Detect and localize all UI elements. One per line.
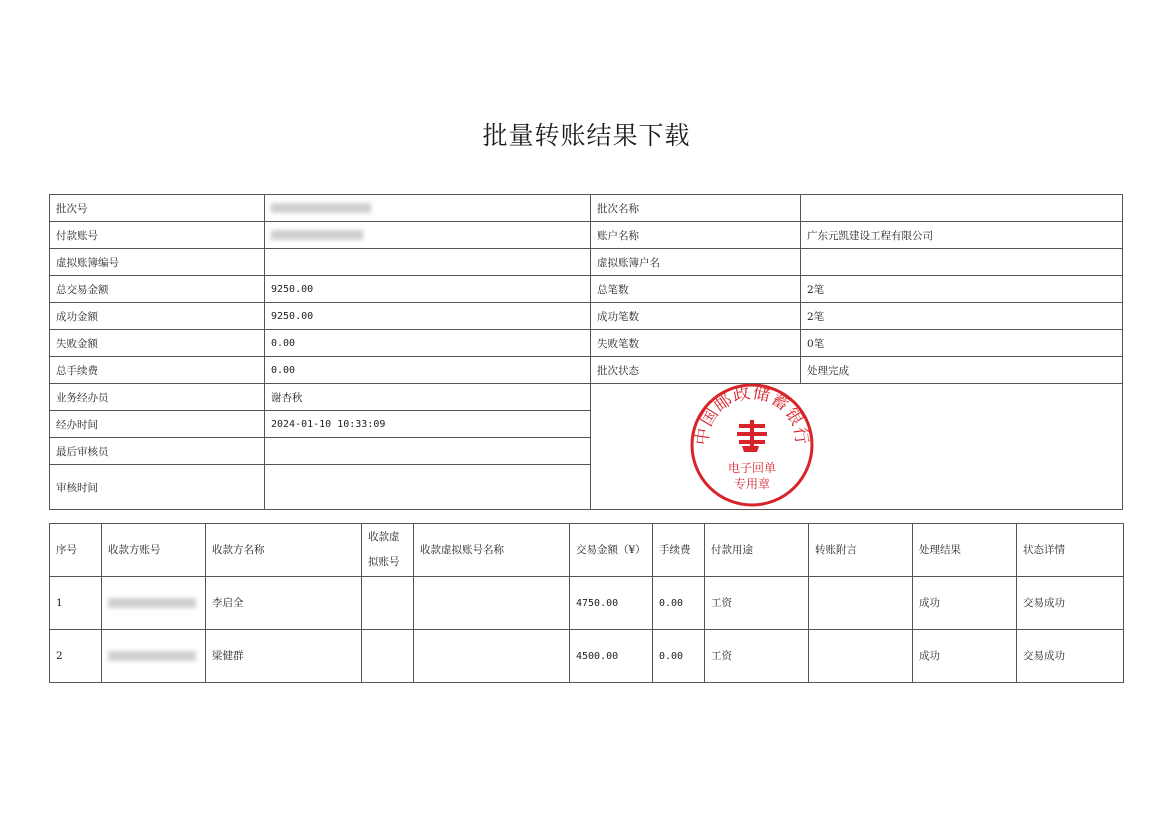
table-row [50, 630, 1124, 683]
header-payee-virtual-name: 收款虚拟账号名称 [414, 524, 570, 577]
table-row [50, 577, 1124, 630]
fail-count-value: 0笔 [801, 330, 1123, 357]
header-note: 转账附言 [809, 524, 913, 577]
success-amount-label: 成功金额 [50, 303, 265, 330]
total-amount-label: 总交易金额 [50, 276, 265, 303]
total-count-value: 2笔 [801, 276, 1123, 303]
row-status-detail: 交易成功 [1017, 630, 1124, 683]
summary-row-fail [50, 330, 1123, 357]
batch-no-label: 批次号 [50, 195, 265, 222]
details-header-row [50, 524, 1124, 577]
fail-count-label: 失败笔数 [591, 330, 801, 357]
header-status-detail: 状态详情 [1017, 524, 1124, 577]
stamp-line2: 专用章 [733, 477, 771, 491]
header-seq: 序号 [50, 524, 102, 577]
row-result: 成功 [913, 630, 1017, 683]
account-name-value: 广东元凯建设工程有限公司 [801, 222, 1123, 249]
batch-no-value [265, 195, 591, 222]
row-payee-account [102, 630, 206, 683]
pay-account-label: 付款账号 [50, 222, 265, 249]
row-result: 成功 [913, 577, 1017, 630]
pay-account-value [265, 222, 591, 249]
header-fee: 手续费 [653, 524, 705, 577]
total-count-label: 总笔数 [591, 276, 801, 303]
success-count-value: 2笔 [801, 303, 1123, 330]
virtual-book-name-value [801, 249, 1123, 276]
stamp-bank-name: 中国邮政储蓄银行 [692, 383, 812, 447]
header-payee-name: 收款方名称 [206, 524, 362, 577]
row-fee: 0.00 [653, 630, 705, 683]
success-count-label: 成功笔数 [591, 303, 801, 330]
operate-time-value: 2024-01-10 10:33:09 [265, 411, 591, 438]
virtual-book-name-label: 虚拟账簿户名 [591, 249, 801, 276]
operator-value: 谢杏秋 [265, 384, 591, 411]
header-payee-virtual-no: 收款虚拟账号 [362, 524, 414, 577]
fail-amount-label: 失败金额 [50, 330, 265, 357]
virtual-book-no-value [265, 249, 591, 276]
row-payee-virtual-name [414, 630, 570, 683]
summary-row-fee [50, 357, 1123, 384]
stamp-cell [591, 384, 1123, 510]
operator-label: 业务经办员 [50, 384, 265, 411]
redacted-pay-account [271, 230, 363, 240]
header-payee-account: 收款方账号 [102, 524, 206, 577]
summary-row-operator [50, 384, 1123, 411]
last-reviewer-label: 最后审核员 [50, 438, 265, 465]
row-status-detail: 交易成功 [1017, 577, 1124, 630]
batch-status-label: 批次状态 [591, 357, 801, 384]
batch-name-value [801, 195, 1123, 222]
row-note [809, 577, 913, 630]
summary-row-batch-no [50, 195, 1123, 222]
summary-row-total [50, 276, 1123, 303]
summary-row-success [50, 303, 1123, 330]
postal-bank-logo-icon [737, 420, 767, 452]
row-payee-virtual-no [362, 577, 414, 630]
page-title: 批量转账结果下载 [482, 121, 691, 150]
row-seq: 2 [50, 630, 102, 683]
total-amount-value: 9250.00 [265, 276, 591, 303]
row-purpose: 工资 [705, 577, 809, 630]
redacted-payee-account [108, 651, 196, 661]
row-payee-virtual-name [414, 577, 570, 630]
summary-row-virtual-book [50, 249, 1123, 276]
total-fee-value: 0.00 [265, 357, 591, 384]
row-payee-name: 李启全 [206, 577, 362, 630]
fail-amount-value: 0.00 [265, 330, 591, 357]
row-purpose: 工资 [705, 630, 809, 683]
transfer-details-table [49, 523, 1124, 683]
row-amount: 4500.00 [570, 630, 653, 683]
row-payee-virtual-no [362, 630, 414, 683]
redacted-batch-no [271, 203, 371, 213]
row-amount: 4750.00 [570, 577, 653, 630]
summary-row-pay-account [50, 222, 1123, 249]
redacted-payee-account [108, 598, 196, 608]
review-time-value [265, 465, 591, 510]
row-payee-name: 梁健群 [206, 630, 362, 683]
operate-time-label: 经办时间 [50, 411, 265, 438]
success-amount-value: 9250.00 [265, 303, 591, 330]
row-fee: 0.00 [653, 577, 705, 630]
header-amount: 交易金额（¥） [570, 524, 653, 577]
row-note [809, 630, 913, 683]
review-time-label: 审核时间 [50, 465, 265, 510]
last-reviewer-value [265, 438, 591, 465]
batch-status-value: 处理完成 [801, 357, 1123, 384]
header-result: 处理结果 [913, 524, 1017, 577]
virtual-book-no-label: 虚拟账簿编号 [50, 249, 265, 276]
batch-name-label: 批次名称 [591, 195, 801, 222]
stamp-line1: 电子回单 [727, 461, 777, 475]
header-purpose: 付款用途 [705, 524, 809, 577]
row-seq: 1 [50, 577, 102, 630]
row-payee-account [102, 577, 206, 630]
batch-summary-table [49, 194, 1123, 510]
total-fee-label: 总手续费 [50, 357, 265, 384]
account-name-label: 账户名称 [591, 222, 801, 249]
bank-stamp-seal [687, 384, 817, 510]
